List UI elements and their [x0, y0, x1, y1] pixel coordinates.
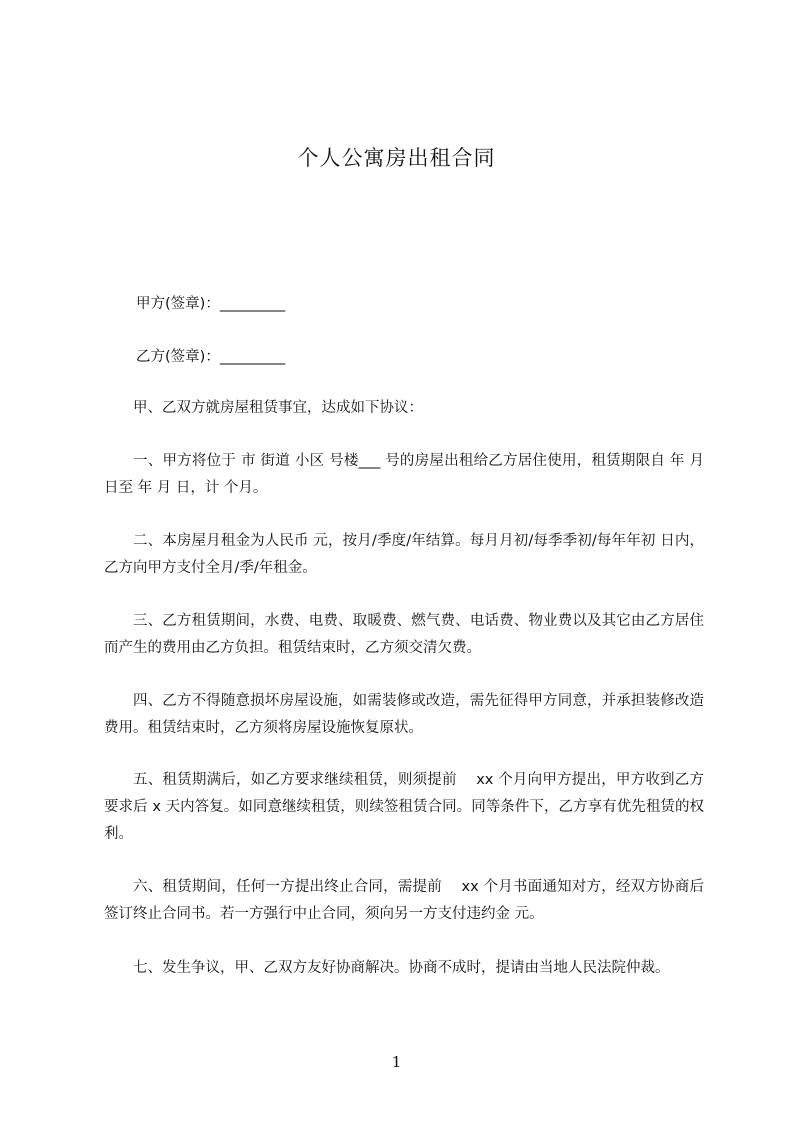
clause-6: 六、租赁期间，任何一方提出终止合同，需提前 xx 个月书面通知对方，经双方协商后签订终止合同书。若一方强行中止合同，须向另一方支付违约金 元。 — [104, 879, 704, 922]
party-a-signature: 甲方(签章)：_________ — [136, 296, 286, 312]
clause-5: 五、租赁期满后，如乙方要求继续租赁，则须提前 xx 个月向甲方提出，甲方收到乙方要求后 x 天内答复。如同意继续租赁，则续签租赁合同。同等条件下，乙方享有优先租赁的权利。 — [104, 772, 704, 842]
intro-paragraph: 甲、乙双方就房屋租赁事宜，达成如下协议： — [133, 400, 423, 416]
clause-4: 四、乙方不得随意损坏房屋设施，如需装修或改造，需先征得甲方同意，并承担装修改造费用。租赁结束时，乙方须将房屋设施恢复原状。 — [104, 693, 704, 736]
clause-1: 一、甲方将位于 市 街道 小区 号楼___ 号的房屋出租给乙方居住使用，租赁期限自 年 月 日至 年 月 日，计 个月。 — [104, 453, 704, 496]
clause-7: 七、发生争议，甲、乙双方友好协商解决。协商不成时，提请由当地人民法院仲裁。 — [133, 960, 670, 976]
clause-2: 二、本房屋月租金为人民币 元，按月/季度/年结算。每月月初/每季季初/每年年初 日内，乙方向甲方支付全月/季/年租金。 — [104, 533, 704, 576]
party-b-signature: 乙方(签章)：_________ — [136, 349, 286, 365]
clause-3: 三、乙方租赁期间，水费、电费、取暖费、燃气费、电话费、物业费以及其它由乙方居住而产生的费用由乙方负担。租赁结束时，乙方须交清欠费。 — [104, 613, 704, 656]
page-number: 1 — [391, 1053, 402, 1071]
document-title: 个人公寓房出租合同 — [297, 146, 496, 170]
